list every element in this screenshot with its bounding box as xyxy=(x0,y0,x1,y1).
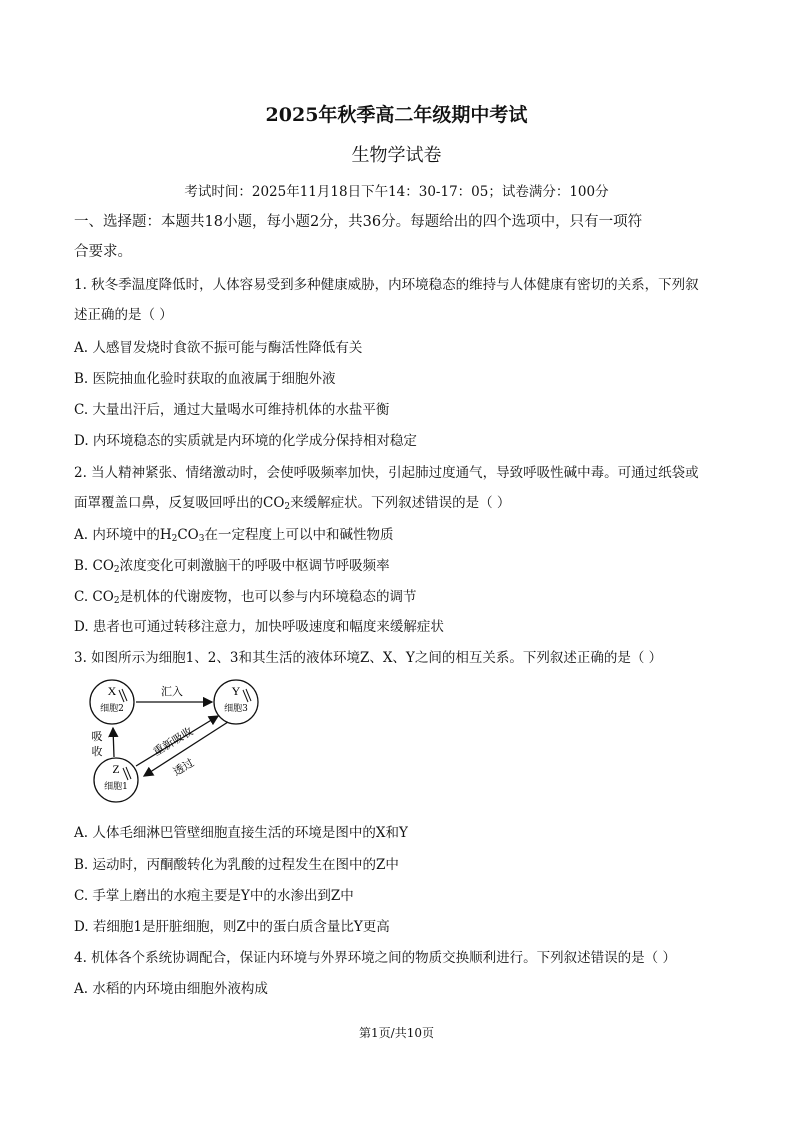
q2-option-d: D. 患者也可通过转移注意力，加快呼吸速度和幅度来缓解症状 xyxy=(74,619,444,635)
label-y: Y xyxy=(231,684,241,698)
q2-option-a: A. 内环境中的$H_2CO_3$在一定程度上可以中和碱性物质 xyxy=(74,527,394,544)
q1-option-d: D. 内环境稳态的实质就是内环境的化学成分保持相对稳定 xyxy=(74,433,417,449)
label-cell1: 细胞1 xyxy=(104,782,128,792)
section-instructions-line2: 合要求。 xyxy=(74,244,132,260)
q3-option-c: C. 手掌上磨出的水疱主要是Y中的水渗出到Z中 xyxy=(74,888,354,904)
q2-stem-line1: 2. 当人精神紧张、情绪激动时，会使呼吸频率加快，引起肺过度通气，导致呼吸性碱中毒。可通过纸袋或 xyxy=(74,465,699,481)
q3-option-b: B. 运动时，丙酮酸转化为乳酸的过程发生在图中的Z中 xyxy=(74,857,399,873)
exam-subtitle: 生物学试卷 xyxy=(351,145,442,166)
q1-option-a: A. 人感冒发烧时食欲不振可能与酶活性降低有关 xyxy=(74,340,363,356)
arrow-z-to-x xyxy=(113,728,114,757)
q4-option-a: A. 水稻的内环境由细胞外液构成 xyxy=(74,981,268,997)
fluid-relationship-diagram xyxy=(86,676,276,806)
page-footer: 第1页/共10页 xyxy=(359,1026,434,1040)
exam-info: 考试时间：2025年11月18日下午14：30-17：05；试卷满分：100分 xyxy=(184,184,609,200)
q3-option-d: D. 若细胞1是肝脏细胞，则Z中的蛋白质含量比Y更高 xyxy=(74,919,390,935)
label-z: Z xyxy=(112,762,120,776)
label-arrow-left-2: 收 xyxy=(91,745,103,758)
q4-stem: 4. 机体各个系统协调配合，保证内环境与外界环境之间的物质交换顺利进行。下列叙述错误的是（ ） xyxy=(74,950,676,966)
q1-stem-line2: 述正确的是（ ） xyxy=(74,307,173,323)
q3-option-a: A. 人体毛细淋巴管壁细胞直接生活的环境是图中的X和Y xyxy=(74,825,408,841)
q2-option-b: B. $CO_2$浓度变化可刺激脑干的呼吸中枢调节呼吸频率 xyxy=(74,558,390,575)
label-arrow-left-1: 吸 xyxy=(91,730,103,743)
label-arrow-diag-1: 重新吸收 xyxy=(150,724,196,759)
q2-option-c: C. $CO_2$是机体的代谢废物，也可以参与内环境稳态的调节 xyxy=(74,589,417,606)
q1-option-c: C. 大量出汗后，通过大量喝水可维持机体的水盐平衡 xyxy=(74,402,390,418)
label-cell3: 细胞3 xyxy=(224,704,248,714)
q1-stem-line1: 1. 秋冬季温度降低时，人体容易受到多种健康威胁，内环境稳态的维持与人体健康有密切的关系，下列叙 xyxy=(74,277,699,293)
section-instructions-line1: 一、选择题：本题共18小题，每小题2分，共36分。每题给出的四个选项中，只有一项符 xyxy=(74,214,643,230)
q1-option-b: B. 医院抽血化验时获取的血液属于细胞外液 xyxy=(74,371,336,387)
label-cell2: 细胞2 xyxy=(100,704,124,714)
label-x: X xyxy=(107,684,117,698)
q3-stem: 3. 如图所示为细胞1、2、3和其生活的液体环境Z、X、Y之间的相互关系。下列叙述正确的是（ ） xyxy=(74,650,663,666)
q2-stem-line2: 面罩覆盖口鼻，反复吸回呼出的$CO_2$来缓解症状。下列叙述错误的是（ ） xyxy=(74,495,511,512)
label-arrow-top: 汇入 xyxy=(161,685,183,698)
exam-title: 2025年秋季高二年级期中考试 xyxy=(265,104,528,126)
label-arrow-diag-2: 透过 xyxy=(170,756,197,779)
